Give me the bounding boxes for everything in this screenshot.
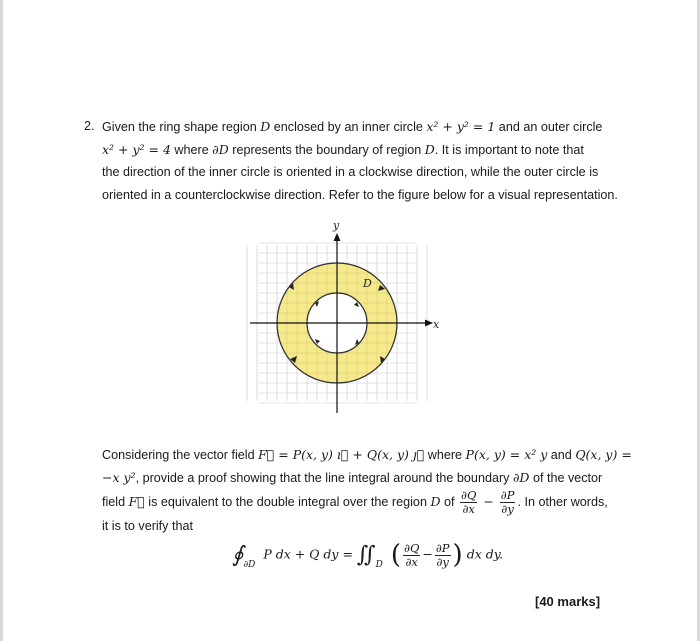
text: and an outer circle (495, 120, 603, 134)
intro-line-3: the direction of the inner circle is oriented in a clockwise direction, while the outer circle is (102, 165, 599, 179)
denominator: ∂x (405, 554, 418, 569)
denominator: ∂y (501, 502, 514, 517)
x-axis-label: x (433, 318, 440, 331)
question-number: 2. (84, 119, 95, 133)
math-P: P(x, y) = x² y (465, 447, 548, 462)
greens-theorem-formula (232, 540, 503, 570)
body-line-2 (102, 466, 607, 489)
double-integral-icon: ∬ (356, 542, 376, 568)
fraction-dQ-dx (403, 542, 420, 569)
intro-line-2 (102, 138, 607, 161)
body-line-3 (102, 489, 607, 515)
math-F: F⃗ (128, 494, 145, 509)
text: where (424, 448, 466, 462)
math-vector-field: F⃗ = P(x, y) ı⃗ + Q(x, y) ȷ⃗ (258, 447, 425, 462)
text: . It is important to note that (434, 143, 584, 157)
denominator: ∂x (462, 502, 475, 517)
numerator: ∂P (435, 540, 450, 555)
contour-integral-icon: ∮ (232, 542, 244, 568)
text: of the vector (529, 471, 603, 485)
fraction-dP-dy (500, 489, 516, 516)
math-boundary: ∂D (212, 142, 229, 157)
body-line-4: it is to verify that (102, 519, 193, 533)
text: , provide a proof showing that the line integral around the boundary (135, 471, 513, 485)
math-D: D (260, 119, 271, 134)
region-label: D (363, 277, 372, 290)
fraction-dP-dy (435, 542, 451, 569)
differential: dx dy. (466, 546, 504, 562)
math-outer-circle: x² + y² = 4 (102, 142, 171, 157)
denominator: ∂y (436, 554, 449, 569)
double-subscript: D (375, 559, 383, 570)
math-inner-circle: x² + y² = 1 (426, 119, 496, 134)
math-boundary: ∂D (512, 470, 530, 485)
left-paren: ( (390, 540, 401, 570)
text: represents the boundary of region (228, 143, 425, 157)
ring-region-figure (245, 215, 445, 415)
x-axis-arrow-icon (425, 320, 433, 327)
numerator: ∂P (500, 488, 515, 503)
y-axis-arrow-icon (334, 233, 341, 241)
text: Considering the vector field (102, 448, 259, 462)
y-axis-label: y (333, 219, 340, 232)
math-Q: Q(x, y) = (575, 447, 632, 462)
math-Q-value: −x y² (102, 470, 136, 485)
text: of (440, 495, 458, 509)
contour-subscript: ∂D (243, 559, 256, 570)
text: field (102, 495, 129, 509)
text: is equivalent to the double integral over the region (144, 495, 431, 509)
intro-line-1 (102, 115, 607, 138)
page-border-left (0, 0, 3, 641)
text: and (547, 448, 576, 462)
right-paren: ) (452, 540, 463, 570)
question-body (102, 443, 632, 538)
text: . In other words, (517, 495, 608, 509)
marks-label: [40 marks] (535, 594, 601, 609)
lhs-expression: P dx + Q dy = (263, 546, 353, 562)
body-line-1 (102, 443, 632, 466)
fraction-dQ-dx (460, 489, 477, 516)
intro-line-4: oriented in a counterclockwise direction. Refer to the figure below for a visual representation. (102, 188, 618, 202)
numerator: ∂Q (461, 488, 477, 503)
minus: − (479, 494, 498, 509)
numerator: ∂Q (404, 540, 420, 555)
math-D: D (424, 142, 435, 157)
text: enclosed by an inner circle (270, 120, 427, 134)
question-intro (102, 115, 618, 207)
text: where (170, 143, 213, 157)
text: Given the ring shape region (102, 120, 261, 134)
minus: − (422, 546, 433, 562)
math-D: D (430, 494, 441, 509)
